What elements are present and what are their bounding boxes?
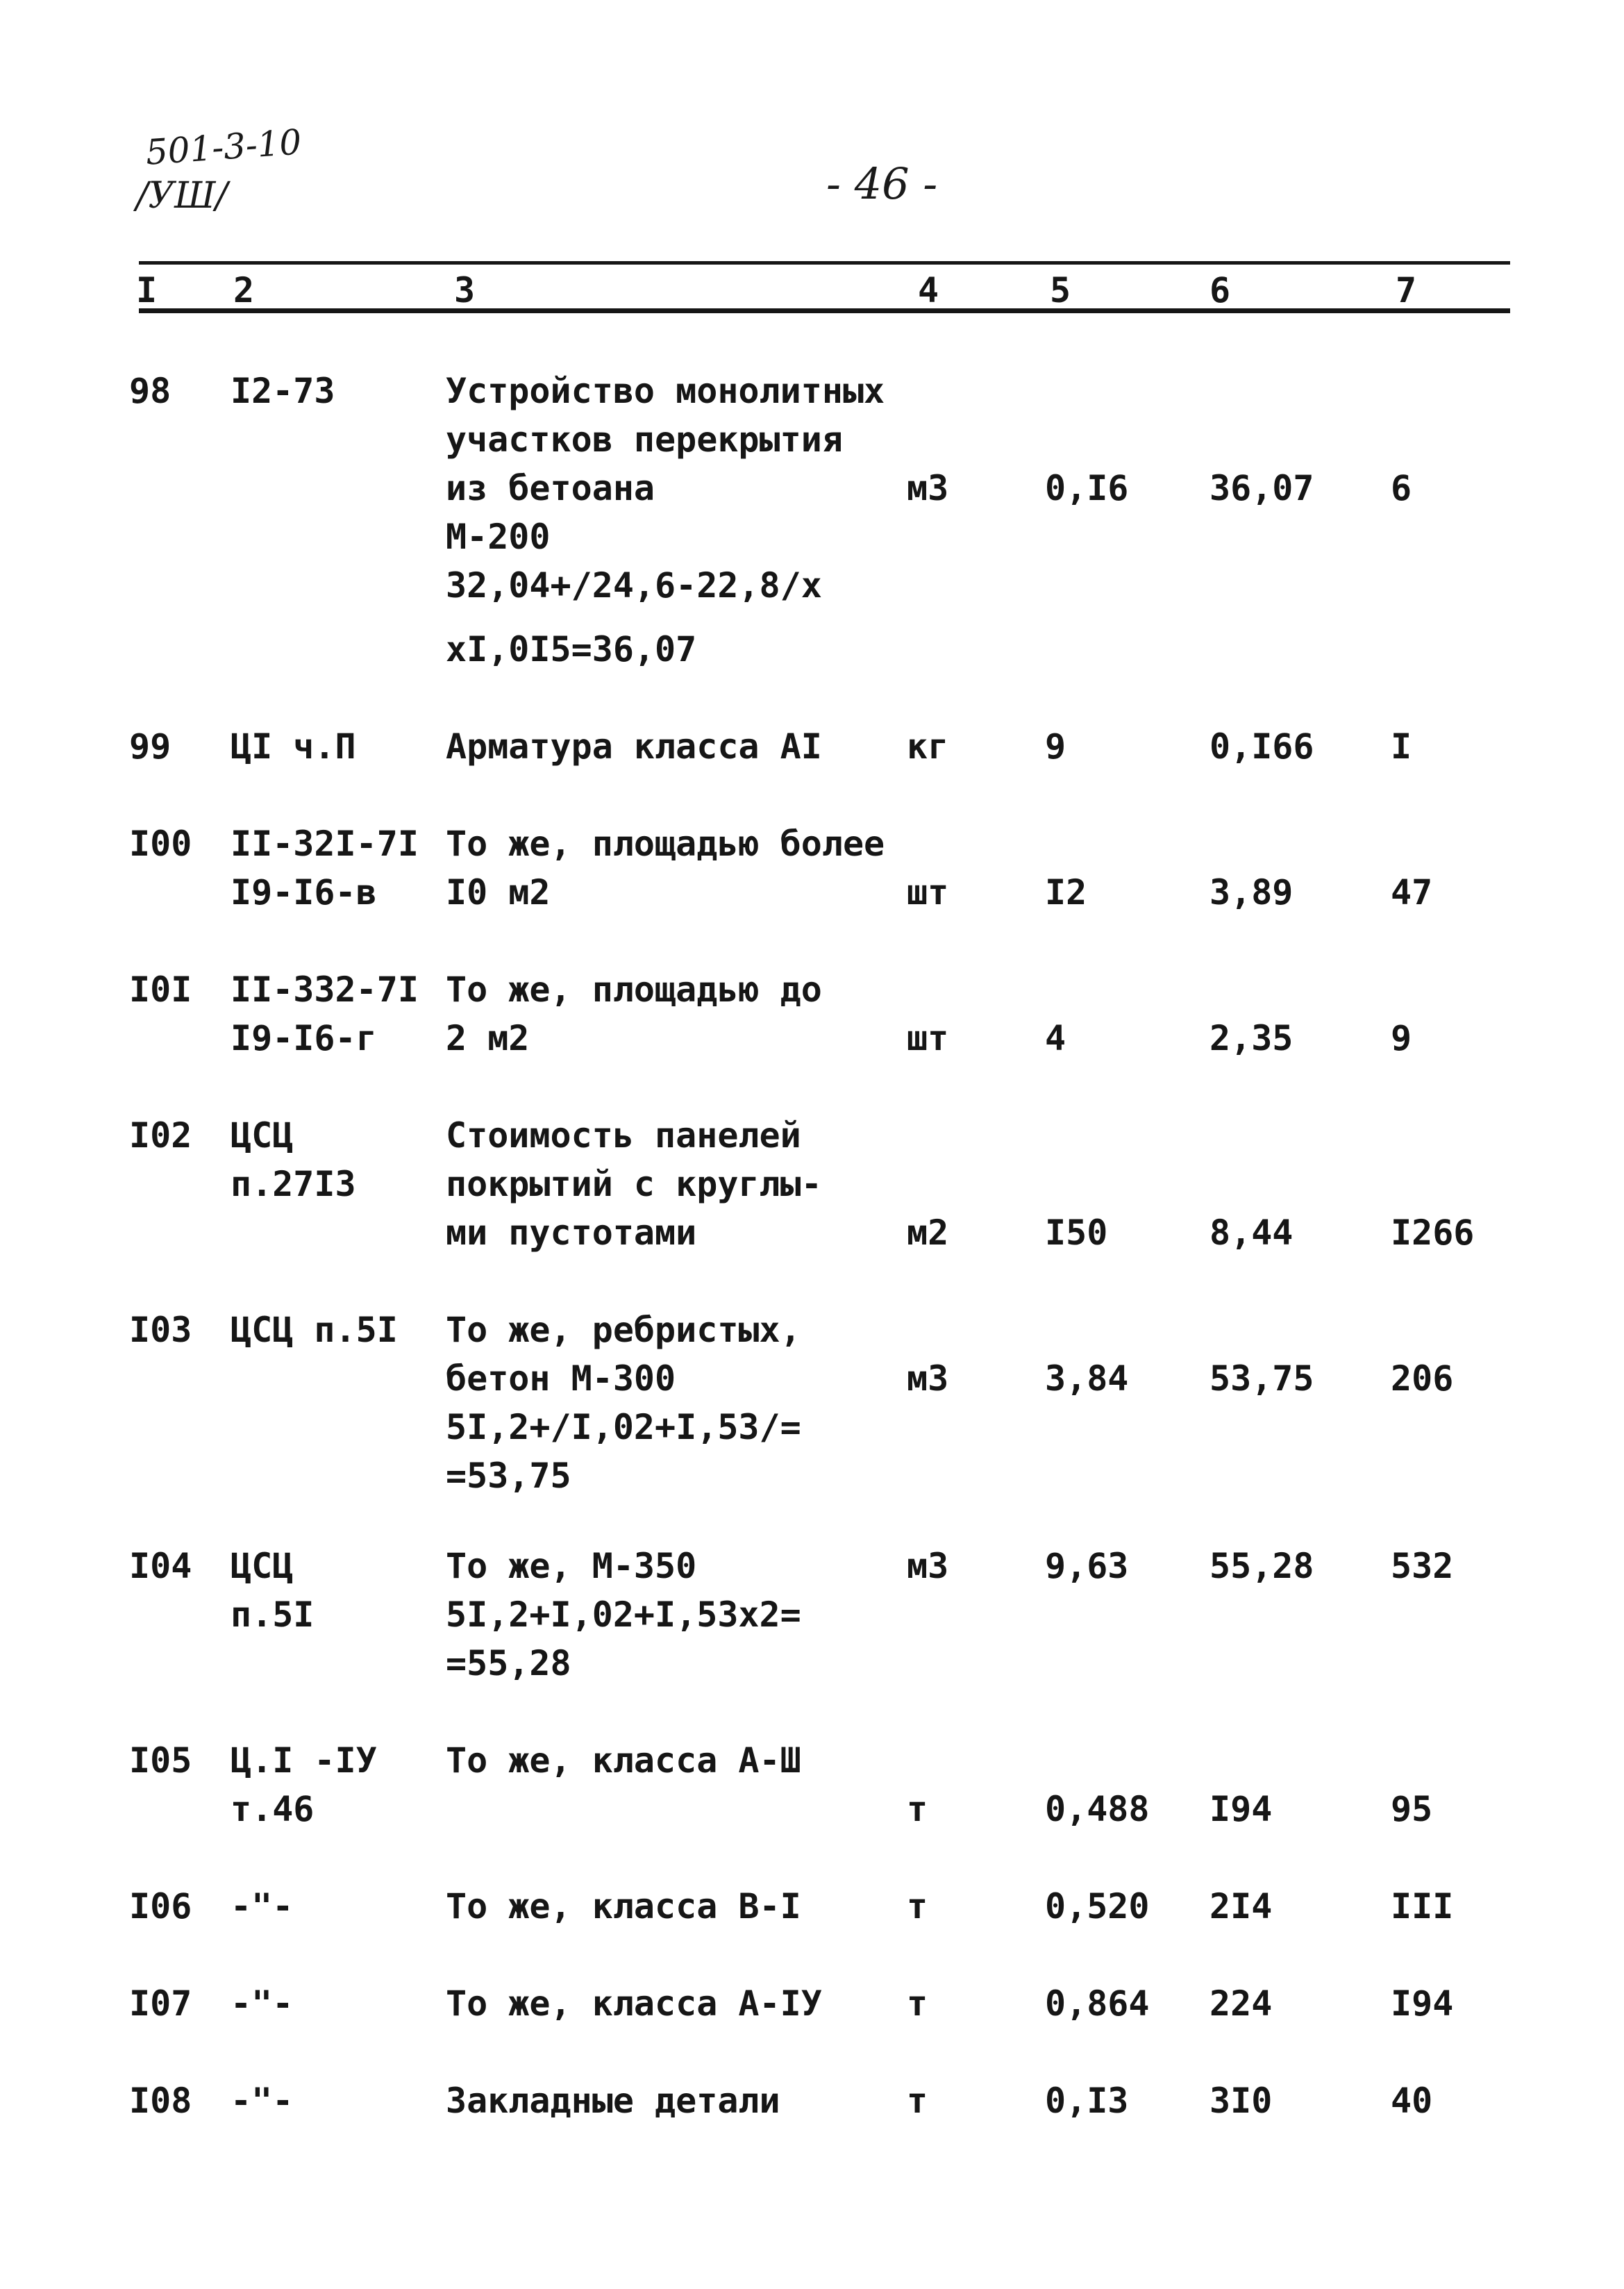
row-number: I06 — [129, 1886, 192, 1926]
row-code: п.27I3 — [231, 1164, 356, 1204]
row-quantity: 0,520 — [1045, 1886, 1150, 1926]
row-quantity: I50 — [1045, 1213, 1108, 1253]
row-code: ЦСЦ п.5I — [231, 1310, 398, 1350]
row-description: =55,28 — [446, 1643, 571, 1683]
row-code: -"- — [231, 2081, 294, 2121]
row-code: -"- — [231, 1886, 294, 1926]
row-description: Закладные детали — [446, 2081, 780, 2121]
row-unit-price: 2I4 — [1209, 1886, 1273, 1926]
row-unit-price: 2,35 — [1209, 1018, 1294, 1058]
table-header-rule — [139, 308, 1510, 313]
row-description: То же, класса А-IУ — [446, 1983, 822, 2024]
row-quantity: 9 — [1045, 726, 1066, 767]
row-unit: м3 — [907, 1546, 949, 1586]
row-code: I9-I6-г — [231, 1018, 377, 1058]
table-top-rule — [139, 261, 1510, 265]
row-description: То же, площадью до — [446, 969, 822, 1010]
row-unit-price: 8,44 — [1209, 1213, 1294, 1253]
row-unit: шт — [907, 872, 949, 913]
row-description: М-200 — [446, 517, 551, 557]
page-number: - 46 - — [826, 158, 938, 209]
row-total: I94 — [1391, 1983, 1454, 2024]
row-number: I0I — [129, 969, 192, 1010]
row-description: =53,75 — [446, 1456, 571, 1496]
row-code: I2-73 — [231, 371, 335, 411]
row-description: 32,04+/24,6-22,8/х — [446, 565, 822, 606]
column-header-7: 7 — [1396, 270, 1417, 310]
row-total: 9 — [1391, 1018, 1412, 1058]
row-number: I08 — [129, 2081, 192, 2121]
row-description: участков перекрытия — [446, 419, 843, 460]
row-total: 6 — [1391, 468, 1412, 508]
row-description: 2 м2 — [446, 1018, 530, 1058]
row-total: 47 — [1391, 872, 1433, 913]
row-total: 95 — [1391, 1789, 1433, 1829]
row-description: Стоимость панелей — [446, 1115, 801, 1156]
row-unit-price: 3I0 — [1209, 2081, 1273, 2121]
row-number: I02 — [129, 1115, 192, 1156]
row-unit-price: 36,07 — [1209, 468, 1314, 508]
row-unit: т — [907, 1789, 928, 1829]
row-description: I0 м2 — [446, 872, 551, 913]
row-quantity: 0,I6 — [1045, 468, 1129, 508]
column-header-6: 6 — [1209, 270, 1231, 310]
row-unit-price: 53,75 — [1209, 1358, 1314, 1399]
document-code: 501-3-10 — [144, 122, 303, 173]
row-description: покрытий с круглы- — [446, 1164, 822, 1204]
row-description: бетон М-300 — [446, 1358, 676, 1399]
row-description: То же, класса А-Ш — [446, 1740, 801, 1781]
row-total: 40 — [1391, 2081, 1433, 2121]
column-header-1: I — [136, 270, 158, 310]
row-code: ЦI ч.П — [231, 726, 356, 767]
row-unit: м3 — [907, 1358, 949, 1399]
row-unit: кг — [907, 726, 949, 767]
row-quantity: I2 — [1045, 872, 1087, 913]
row-unit: т — [907, 1886, 928, 1926]
column-header-4: 4 — [918, 270, 939, 310]
row-total: I — [1391, 726, 1412, 767]
row-unit-price: 3,89 — [1209, 872, 1294, 913]
row-description: хI,0I5=36,07 — [446, 629, 697, 669]
row-quantity: 9,63 — [1045, 1546, 1129, 1586]
row-code: I9-I6-в — [231, 872, 377, 913]
row-quantity: 0,864 — [1045, 1983, 1150, 2024]
row-number: I07 — [129, 1983, 192, 2024]
row-total: III — [1391, 1886, 1454, 1926]
row-number: I05 — [129, 1740, 192, 1781]
column-header-2: 2 — [233, 270, 255, 310]
row-number: I04 — [129, 1546, 192, 1586]
row-code: II-332-7I — [231, 969, 419, 1010]
row-quantity: 0,488 — [1045, 1789, 1150, 1829]
row-unit-price: 224 — [1209, 1983, 1273, 2024]
row-code: п.5I — [231, 1595, 315, 1635]
row-unit: м2 — [907, 1213, 949, 1253]
row-unit: м3 — [907, 468, 949, 508]
row-code: -"- — [231, 1983, 294, 2024]
row-unit-price: 55,28 — [1209, 1546, 1314, 1586]
row-description: Арматура класса АI — [446, 726, 822, 767]
row-code: ЦСЦ — [231, 1115, 294, 1156]
row-unit-price: 0,I66 — [1209, 726, 1314, 767]
row-number: 98 — [129, 371, 171, 411]
row-code: т.46 — [231, 1789, 315, 1829]
row-quantity: 4 — [1045, 1018, 1066, 1058]
row-number: I03 — [129, 1310, 192, 1350]
row-description: Устройство монолитных — [446, 371, 885, 411]
row-code: ЦСЦ — [231, 1546, 294, 1586]
row-description: То же, площадью более — [446, 824, 885, 864]
column-header-3: 3 — [454, 270, 476, 310]
row-description: 5I,2+I,02+I,53х2= — [446, 1595, 801, 1635]
row-code: Ц.I -IУ — [231, 1740, 377, 1781]
row-description: из бетоана — [446, 468, 655, 508]
row-quantity: 3,84 — [1045, 1358, 1129, 1399]
row-description: То же, класса В-I — [446, 1886, 801, 1926]
row-description: 5I,2+/I,02+I,53/= — [446, 1407, 801, 1447]
row-total: 532 — [1391, 1546, 1454, 1586]
row-unit: т — [907, 1983, 928, 2024]
row-total: 206 — [1391, 1358, 1454, 1399]
document-part: /УШ/ — [136, 175, 228, 217]
row-quantity: 0,I3 — [1045, 2081, 1129, 2121]
row-number: I00 — [129, 824, 192, 864]
row-unit-price: I94 — [1209, 1789, 1273, 1829]
row-description: То же, ребристых, — [446, 1310, 801, 1350]
row-total: I266 — [1391, 1213, 1475, 1253]
column-header-5: 5 — [1050, 270, 1071, 310]
row-description: То же, М-350 — [446, 1546, 697, 1586]
row-description: ми пустотами — [446, 1213, 697, 1253]
row-number: 99 — [129, 726, 171, 767]
row-code: II-32I-7I — [231, 824, 419, 864]
row-unit: т — [907, 2081, 928, 2121]
row-unit: шт — [907, 1018, 949, 1058]
